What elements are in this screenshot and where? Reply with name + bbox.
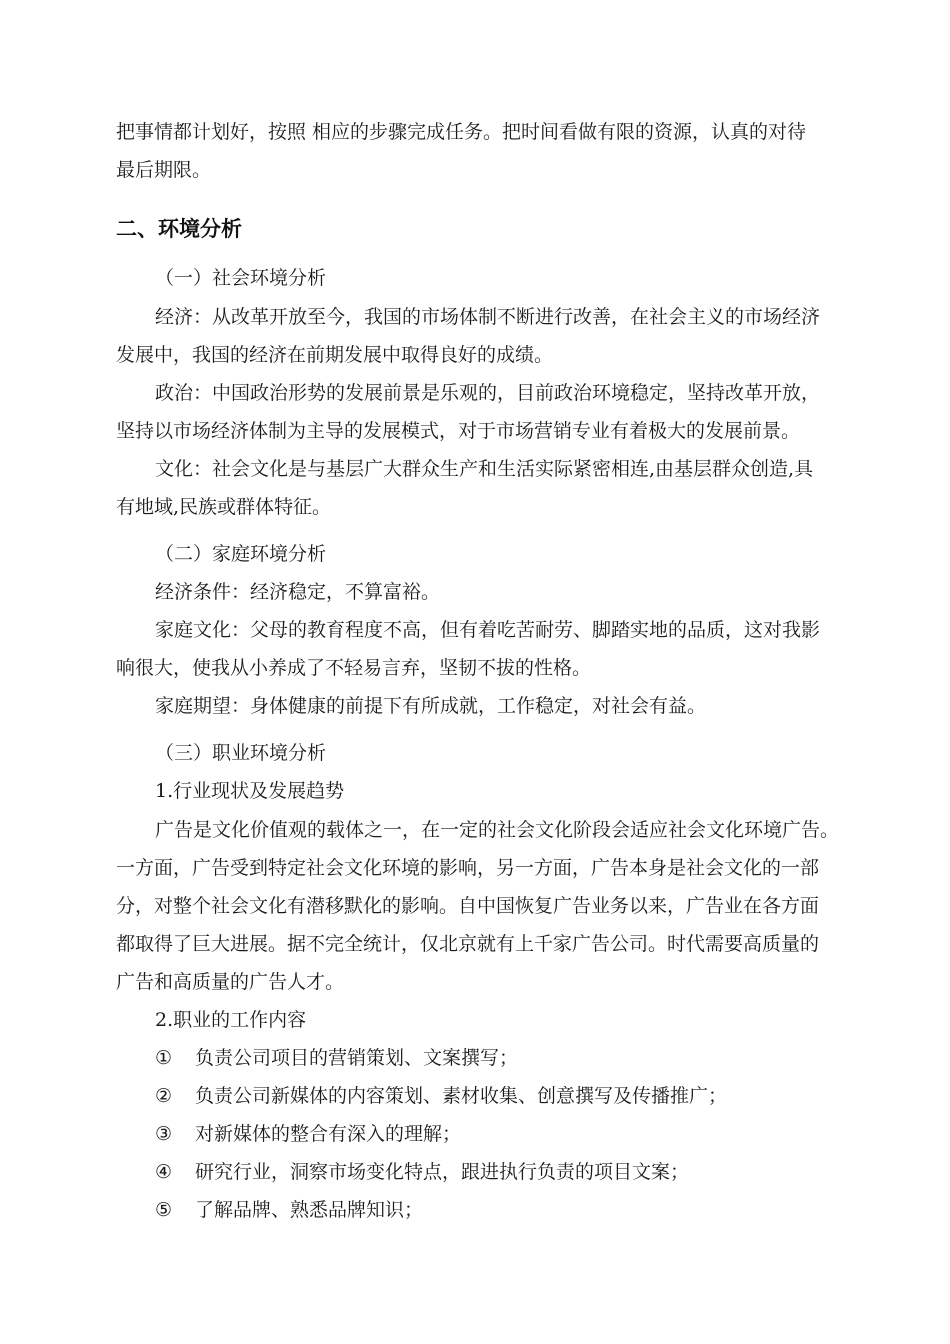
list-item	[155, 1084, 727, 1108]
career-para-line-5: 广告和高质量的广告人才。	[116, 971, 345, 993]
career-para-line-4: 都取得了巨大进展。据不完全统计，仅北京就有上千家广告公司。时代需要高质量的	[116, 933, 820, 955]
social-economy-line-2: 发展中，我国的经济在前期发展中取得良好的成绩。	[116, 344, 554, 366]
subsection-heading-family: （二）家庭环境分析	[155, 543, 327, 565]
family-culture-line-1: 家庭文化：父母的教育程度不高，但有着吃苦耐劳、脚踏实地的品质，这对我影	[155, 619, 821, 641]
social-politics-line-2: 坚持以市场经济体制为主导的发展模式，对于市场营销专业有着极大的发展前景。	[116, 420, 801, 442]
list-item-number: ①	[155, 1047, 173, 1069]
list-item	[155, 1160, 689, 1184]
list-item	[155, 1122, 461, 1146]
intro-line-2: 最后期限。	[116, 159, 212, 181]
career-subheading-industry: 1.行业现状及发展趋势	[155, 780, 345, 802]
social-politics-line-1: 政治：中国政治形势的发展前景是乐观的，目前政治环境稳定，坚持改革开放，	[155, 382, 821, 404]
list-item-number: ④	[155, 1161, 173, 1183]
list-item-text: 对新媒体的整合有深入的理解；	[195, 1123, 462, 1145]
subsection-heading-social: （一）社会环境分析	[155, 267, 327, 289]
section-title-environment-analysis: 二、环境分析	[116, 217, 242, 241]
list-item	[155, 1046, 518, 1070]
career-para-line-1: 广告是文化价值观的载体之一，在一定的社会文化阶段会适应社会文化环境广告。	[155, 819, 840, 841]
career-para-line-3: 分，对整个社会文化有潜移默化的影响。自中国恢复广告业务以来，广告业在各方面	[116, 895, 820, 917]
career-subheading-work-content: 2.职业的工作内容	[155, 1009, 307, 1031]
list-item-text: 研究行业，洞察市场变化特点，跟进执行负责的项目文案；	[195, 1161, 690, 1183]
list-item	[155, 1198, 423, 1222]
social-economy-line-1: 经济：从改革开放至今，我国的市场体制不断进行改善，在社会主义的市场经济	[155, 306, 821, 328]
family-economic-line: 经济条件：经济稳定，不算富裕。	[155, 581, 441, 603]
family-culture-line-2: 响很大，使我从小养成了不轻易言弃，坚韧不拔的性格。	[116, 657, 592, 679]
list-item-number: ⑤	[155, 1199, 173, 1221]
list-item-text: 负责公司项目的营销策划、文案撰写；	[195, 1047, 519, 1069]
list-item-number: ③	[155, 1123, 173, 1145]
list-item-text: 负责公司新媒体的内容策划、素材收集、创意撰写及传播推广；	[195, 1085, 728, 1107]
intro-line-1: 把事情都计划好，按照 相应的步骤完成任务。把时间看做有限的资源，认真的对待	[116, 121, 807, 143]
list-item-text: 了解品牌、熟悉品牌知识；	[195, 1199, 424, 1221]
list-item-number: ②	[155, 1085, 173, 1107]
career-para-line-2: 一方面，广告受到特定社会文化环境的影响，另一方面，广告本身是社会文化的一部	[116, 857, 820, 879]
social-culture-line-2: 有地域,民族或群体特征。	[116, 496, 332, 518]
subsection-heading-career: （三）职业环境分析	[155, 742, 327, 764]
social-culture-line-1: 文化：社会文化是与基层广大群众生产和生活实际紧密相连,由基层群众创造,具	[155, 458, 814, 480]
family-expectation-line: 家庭期望：身体健康的前提下有所成就，工作稳定，对社会有益。	[155, 695, 707, 717]
